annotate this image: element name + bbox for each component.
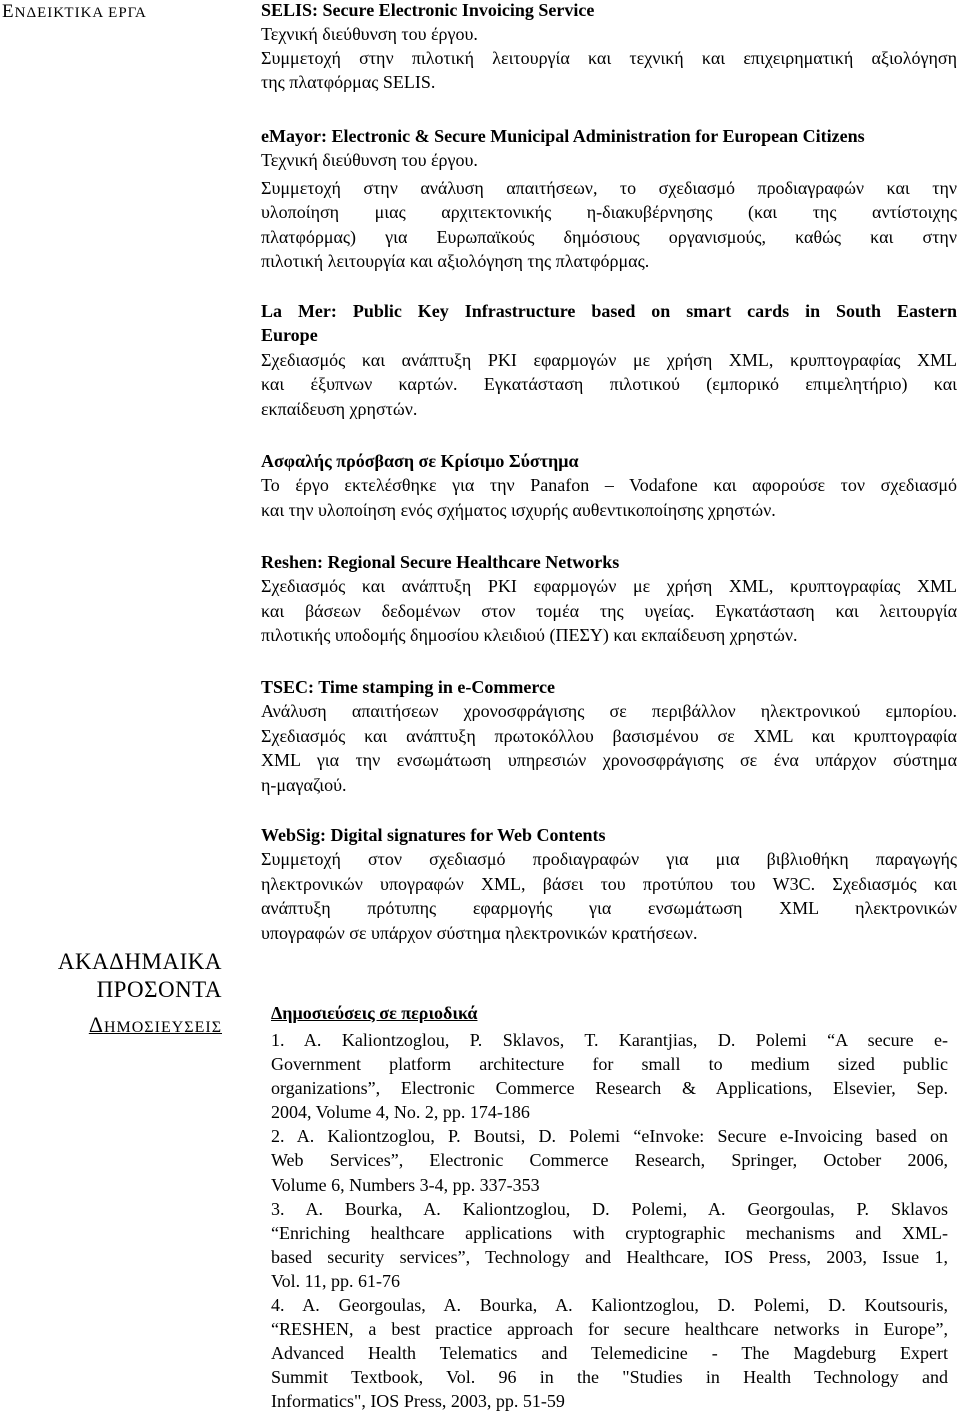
project-description-line: Συμμετοχή στον σχεδιασμό προδιαγραφών για μια βιβλιοθήκη παραγωγής — [261, 849, 957, 870]
project-description — [261, 176, 957, 274]
project-description-line: Συμμετοχή στην ανάλυση απαιτήσεων, το σχεδιασμό προδιαγραφών και την — [261, 177, 957, 198]
project-la-mer — [261, 299, 957, 421]
project-description-line: της πλατφόρμας SELIS. — [261, 72, 436, 92]
project-title: Europe — [261, 325, 318, 346]
project-description-line: ανάπτυξη πρότυπης εφαρμογής για ενσωμάτωση XML ηλεκτρονικών — [261, 898, 957, 919]
project-description-line: Τεχνική διεύθυνση του έργου. — [261, 150, 478, 171]
project-description-line: Συμμετοχή στην πιλοτική λειτουργία και τεχνική και επιχειρηματική αξιολόγηση — [261, 48, 957, 68]
publication-line: 2004, Volume 4, No. 2, pp. 174-186 — [271, 1102, 530, 1123]
publication-item — [271, 1028, 948, 1124]
project-description-line: και έξυπνων καρτών. Εγκατάσταση πιλοτικού (εμπορικό επιμελητήριο) και — [261, 374, 957, 395]
section-heading-publications: ΔΗΜΟΣΙΕΥΣΕΙΣ — [88, 1012, 222, 1037]
publication-line: Advanced Health Telematics and Telemedicine - The Magdeburg Expert — [271, 1343, 948, 1364]
project-description-line: υπογραφών σε υπάρχον σύστημα ηλεκτρονικών κρατήσεων. — [261, 922, 698, 943]
publication-line: Summit Textbook, Vol. 96 in the "Studies in Health Technology and — [271, 1367, 948, 1388]
publication-line: Web Services”, Electronic Commerce Research, Springer, October 2006, — [271, 1150, 948, 1171]
section-heading-indicative-projects: ΕΝΔΕΙΚΤΙΚΑ ΕΡΓΑ — [2, 1, 147, 22]
section-heading-qualifications: ΠΡΟΣΟΝΤΑ — [96, 977, 222, 1002]
project-description-line: Σχεδιασμός και ανάπτυξη PKI εφαρμογών με χρήση XML, κρυπτογραφίας XML — [261, 576, 957, 597]
project-selis — [261, 0, 957, 94]
publication-line: Volume 6, Numbers 3-4, pp. 337-353 — [271, 1174, 540, 1195]
project-description-line: ηλεκτρονικών υπογραφών XML, βάσει του προτύπου του W3C. Σχεδιασμός και — [261, 873, 957, 894]
project-title: Reshen: Regional Secure Healthcare Networks — [261, 552, 620, 572]
publication-line: 1. A. Kaliontzoglou, P. Sklavos, T. Karantjias, D. Polemi “A secure e- — [271, 1030, 948, 1050]
publication-line: “RESHEN, a best practice approach for secure healthcare networks in Europe”, — [271, 1319, 948, 1340]
publication-line: Government platform architecture for small to medium sized public — [271, 1054, 948, 1075]
project-description-line: και την υλοποίηση ενός σχήματος ισχυρής αυθεντικοποίησης χρηστών. — [261, 499, 776, 520]
project-description-line: XML για την ενσωμάτωση υπηρεσιών χρονοσφράγισης σε ένα υπάρχον σύστημα — [261, 750, 957, 771]
project-description-line: Ανάλυση απαιτήσεων χρονοσφράγισης σε περιβάλλον ηλεκτρονικού εμπορίου. — [261, 701, 957, 722]
project-title: eMayor: Electronic & Secure Municipal Administration for European Citizens — [261, 126, 865, 146]
project-title: La Mer: Public Key Infrastructure based on smart cards in South Eastern — [261, 301, 957, 321]
publication-line: based security services”, Technology and Healthcare, IOS Press, 2003, Issue 1, — [271, 1246, 948, 1267]
project-description-line: Σχεδιασμός και ανάπτυξη πρωτοκόλλου βασισμένου σε XML και κρυπτογραφία — [261, 725, 957, 746]
project-description-line: πιλοτική λειτουργία και αξιολόγηση της πλατφόρμας. — [261, 251, 650, 272]
project-description-line: Τεχνική διεύθυνση του έργου. — [261, 24, 478, 44]
project-description-line: Σχεδιασμός και ανάπτυξη PKI εφαρμογών με χρήση XML, κρυπτογραφίας XML — [261, 349, 957, 370]
publication-item — [271, 1197, 948, 1293]
project-title: WebSig: Digital signatures for Web Contents — [261, 825, 606, 845]
publication-line: 4. A. Georgoulas, A. Bourka, A. Kaliontzoglou, D. Polemi, D. Koutsouris, — [271, 1295, 948, 1316]
project-title: TSEC: Time stamping in e-Commerce — [261, 677, 555, 697]
publications-list — [271, 1028, 948, 1414]
project-description-line: πλατφόρμας) για Ευρωπαϊκούς δημόσιους οργανισμούς, καθώς και στην — [261, 226, 957, 247]
section-heading-academic: ΑΚΑΔΗΜΑΙΚΑ — [57, 949, 222, 974]
project-title: Ασφαλής πρόσβαση σε Κρίσιμο Σύστημα — [261, 451, 579, 471]
publications-heading: Δημοσιεύσεις σε περιοδικά — [271, 1003, 478, 1023]
project-description-line: εκπαίδευση χρηστών. — [261, 398, 418, 419]
publication-line: Informatics", IOS Press, 2003, pp. 51-59 — [271, 1391, 565, 1412]
publication-line: “Enriching healthcare applications with cryptographic mechanisms and XML- — [271, 1222, 948, 1243]
publication-line: organizations”, Electronic Commerce Research & Applications, Elsevier, Sep. — [271, 1078, 948, 1099]
project-secure-access — [261, 449, 957, 522]
project-description-line: και βάσεων δεδομένων στον τομέα της υγείας. Εγκατάσταση και λειτουργία — [261, 600, 957, 621]
project-title: SELIS: Secure Electronic Invoicing Service — [261, 0, 595, 20]
project-description-line: Το έργο εκτελέσθηκε για την Panafon – Vodafone και αφορούσε τον σχεδιασμό — [261, 475, 957, 496]
project-description-line: η-μαγαζιού. — [261, 774, 347, 795]
project-description-line: υλοποίηση μιας αρχιτεκτονικής η-διακυβέρνησης (και της αντίστοιχης — [261, 202, 957, 223]
project-tsec — [261, 675, 957, 797]
publication-item — [271, 1293, 948, 1413]
project-emayor — [261, 124, 957, 273]
publication-line: 2. A. Kaliontzoglou, P. Boutsi, D. Polemi “eInvoke: Secure e-Invoicing based on — [271, 1126, 948, 1147]
publication-line: 3. A. Bourka, A. Kaliontzoglou, D. Polemi, A. Georgoulas, P. Sklavos — [271, 1198, 948, 1219]
project-description-line: πιλοτικής υποδομής δημοσίου κλειδιού (ΠΕΣΥ) και εκπαίδευση χρηστών. — [261, 625, 798, 646]
project-reshen — [261, 550, 957, 648]
publication-item — [271, 1124, 948, 1196]
project-websig — [261, 823, 957, 945]
publication-line: Vol. 11, pp. 61-76 — [271, 1270, 401, 1291]
